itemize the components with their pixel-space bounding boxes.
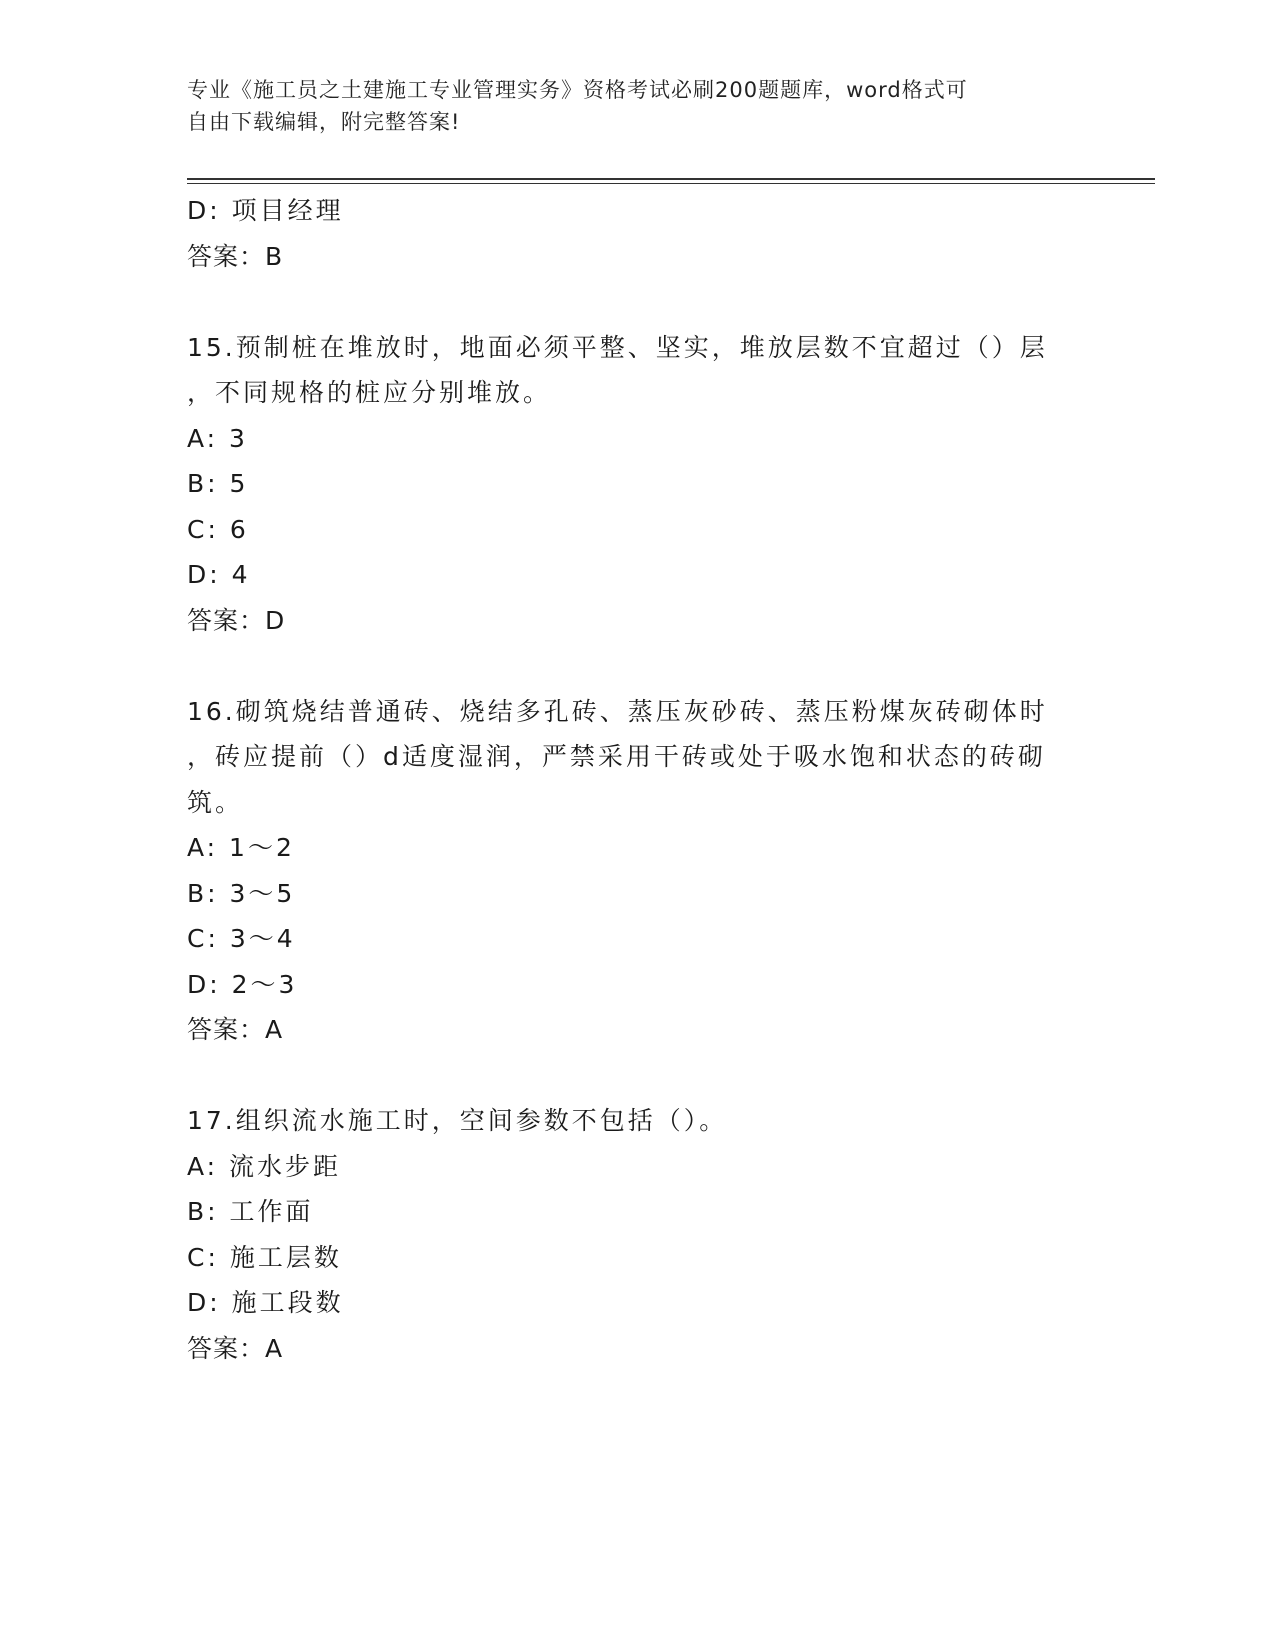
question-16 bbox=[187, 689, 1087, 1053]
header-line-2: 自由下载编辑，附完整答案! bbox=[187, 110, 461, 134]
option-d: D: 4 bbox=[187, 560, 251, 589]
option-b: B: 5 bbox=[187, 469, 249, 498]
question-stem-line: 17.组织流水施工时，空间参数不包括（）。 bbox=[187, 1106, 728, 1135]
option-d: D: 施工段数 bbox=[187, 1288, 344, 1317]
answer-line: 答案：A bbox=[187, 1333, 284, 1363]
answer-line: 答案：D bbox=[187, 605, 286, 635]
question-stem-line: ，不同规格的桩应分别堆放。 bbox=[187, 378, 552, 407]
option-c: C: 施工层数 bbox=[187, 1242, 342, 1272]
question-stem-line: ，砖应提前（）d适度湿润，严禁采用干砖或处于吸水饱和状态的砖砌 bbox=[187, 742, 1046, 771]
question-17 bbox=[187, 1098, 1087, 1371]
option-b: B: 3～5 bbox=[187, 878, 296, 908]
header-divider-thin bbox=[187, 183, 1155, 184]
answer-line: 答案：A bbox=[187, 1015, 284, 1044]
option-d: D: 项目经理 bbox=[187, 196, 344, 225]
question-body bbox=[187, 188, 1087, 1371]
option-d: D: 2～3 bbox=[187, 969, 298, 999]
header-divider-thick bbox=[187, 178, 1155, 180]
option-c: C: 3～4 bbox=[187, 924, 296, 953]
document-header bbox=[187, 74, 1087, 138]
option-b: B: 工作面 bbox=[187, 1197, 314, 1226]
answer-line: 答案：B bbox=[187, 241, 284, 271]
spacer bbox=[187, 279, 1087, 325]
question-stem-line: 16.砌筑烧结普通砖、烧结多孔砖、蒸压灰砂砖、蒸压粉煤灰砖砌体时 bbox=[187, 696, 1048, 726]
option-a: A: 1～2 bbox=[187, 833, 295, 862]
question-stem-line: 15.预制桩在堆放时，地面必须平整、坚实，堆放层数不宜超过（）层 bbox=[187, 332, 1048, 362]
previous-question-tail bbox=[187, 188, 1087, 279]
spacer bbox=[187, 643, 1087, 689]
header-line-1: 专业《施工员之土建施工专业管理实务》资格考试必刷200题题库，word格式可 bbox=[187, 78, 968, 102]
option-c: C: 6 bbox=[187, 514, 249, 544]
option-a: A: 3 bbox=[187, 423, 248, 453]
spacer bbox=[187, 1053, 1087, 1099]
question-15 bbox=[187, 325, 1087, 644]
option-a: A: 流水步距 bbox=[187, 1151, 342, 1181]
question-stem-line: 筑。 bbox=[187, 787, 244, 817]
